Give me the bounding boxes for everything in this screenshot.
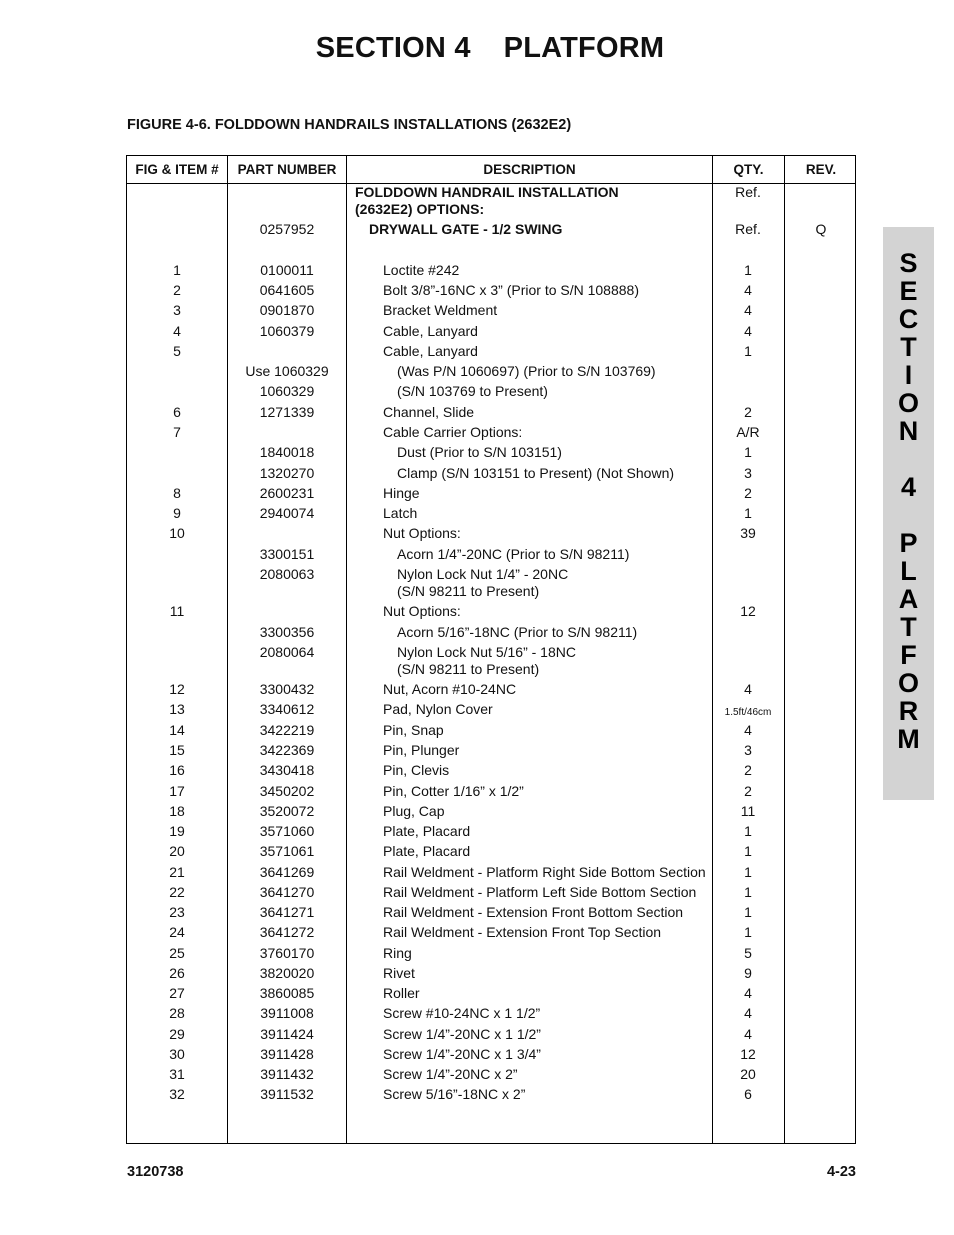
header-description: DESCRIPTION [483,162,576,177]
description-cell: Rail Weldment - Extension Front Bottom Section [383,904,684,920]
description-cell: Hinge [383,485,420,501]
qty-cell: 1 [744,843,752,859]
part-number-cell: 3450202 [259,783,315,799]
column-divider [346,156,347,1143]
side-tab-letter: P [899,528,918,558]
side-tab-letter: R [898,696,919,726]
fig-item-cell: 17 [169,783,185,799]
description-cell: Nut, Acorn #10-24NC [383,681,517,697]
part-number-cell: 3911424 [260,1026,314,1042]
section-side-tab [883,227,934,800]
qty-cell: 6 [744,1086,752,1102]
qty-cell: A/R [736,424,760,440]
qty-cell: 2 [744,762,752,778]
fig-item-cell: 8 [173,485,181,501]
qty-cell: 1 [744,505,752,521]
description-cell: Cable, Lanyard [383,343,478,359]
qty-cell: 1.5ft/46cm [724,707,772,718]
qty-cell: 3 [744,465,752,481]
qty-cell: 4 [744,722,752,738]
fig-item-cell: 23 [169,904,185,920]
part-number-cell: 2940074 [259,505,315,521]
description-cell: Pad, Nylon Cover [383,701,493,717]
part-number-cell: 2080064 [259,644,315,660]
qty-cell: 12 [740,1046,756,1062]
description-cell: Acorn 5/16”-18NC (Prior to S/N 98211) [397,624,638,640]
qty-cell: 4 [744,985,752,1001]
description-cell: Screw 1/4”-20NC x 2” [383,1066,518,1082]
fig-item-cell: 26 [169,965,185,981]
side-tab-letter: F [900,640,917,670]
page-number: 4-23 [826,1164,856,1180]
section-title: SECTION 4 PLATFORM [315,32,665,64]
description-cell: Pin, Plunger [383,742,460,758]
fig-item-cell: 11 [169,603,185,619]
part-number-cell: 3300151 [259,546,315,562]
qty-cell: 1 [744,823,752,839]
fig-item-cell: 6 [173,404,181,420]
part-number-cell: 3911428 [260,1046,314,1062]
side-tab-letter: A [898,584,919,614]
part-number-cell: 3641269 [259,864,315,880]
description-cell: Clamp (S/N 103151 to Present) (Not Shown) [397,465,675,481]
qty-cell: 4 [744,1005,752,1021]
fig-item-cell: 29 [169,1026,185,1042]
fig-item-cell: 30 [169,1046,185,1062]
fig-item-cell: 25 [169,945,185,961]
side-tab-letter: O [897,388,919,418]
side-tab-letter: L [900,556,917,586]
fig-item-cell: 24 [169,924,185,940]
fig-item-cell: 2 [173,282,181,298]
qty-cell: 1 [744,444,752,460]
fig-item-cell: 21 [169,864,185,880]
description-cell: Nut Options: [383,603,461,619]
rev-cell: Q [815,221,827,237]
description-cell: Rail Weldment - Extension Front Top Section [383,924,662,940]
fig-item-cell: 4 [173,323,181,339]
qty-cell: 1 [744,884,752,900]
part-number-cell: 3300432 [259,681,315,697]
qty-cell: Ref. [735,221,761,237]
part-number-cell: 3300356 [259,624,315,640]
fig-item-cell: 14 [169,722,185,738]
qty-cell: 4 [744,323,752,339]
description-cell: Bolt 3/8”-16NC x 3” (Prior to S/N 108888) [383,282,639,298]
part-number-cell: 3641271 [259,904,315,920]
fig-item-cell: 27 [169,985,185,1001]
qty-cell: 5 [744,945,752,961]
part-number-cell: 3571060 [259,823,315,839]
qty-cell: 2 [744,404,752,420]
qty-cell: 3 [744,742,752,758]
description-cell: Rail Weldment - Platform Right Side Bottom Section [383,864,706,880]
qty-cell: 1 [744,924,752,940]
description-cell: Rivet [383,965,415,981]
part-number-cell: 3422369 [259,742,315,758]
description-cell: (Was P/N 1060697) (Prior to S/N 103769) [397,363,656,379]
part-number-cell: 3641270 [259,884,315,900]
header-part-number: PART NUMBER [237,162,337,177]
part-number-cell: 3760170 [259,945,315,961]
fig-item-cell: 9 [173,505,181,521]
description-cell: Nut Options: [383,525,461,541]
fig-item-cell: 31 [169,1066,185,1082]
fig-item-cell: 7 [173,424,181,440]
qty-cell: 1 [744,343,752,359]
side-tab-letter: T [900,332,917,362]
part-number-cell: 1271339 [259,404,315,420]
description-cell: Dust (Prior to S/N 103151) [397,444,562,460]
description-cell: Cable, Lanyard [383,323,478,339]
qty-cell: 12 [740,603,756,619]
side-tab-letter: 4 [900,472,917,502]
fig-item-cell: 13 [169,701,185,717]
description-cell: Pin, Clevis [383,762,450,778]
part-number-cell: 0100011 [260,262,314,278]
part-number-cell: 1840018 [259,444,315,460]
fig-item-cell: 18 [169,803,185,819]
fig-item-cell: 28 [169,1005,185,1021]
description-cell: Pin, Snap [383,722,444,738]
part-number-cell: 1320270 [259,465,315,481]
description-cell: Plate, Placard [383,823,471,839]
fig-item-cell: 15 [169,742,185,758]
description-cell: Plate, Placard [383,843,471,859]
part-number-cell: 3860085 [259,985,315,1001]
part-number-cell: 3340612 [259,701,315,717]
part-number-cell: Use 1060329 [245,363,329,379]
description-cell: Nylon Lock Nut 5/16” - 18NC (S/N 98211 to Present) [397,644,576,677]
qty-cell: 11 [740,803,756,819]
part-number-cell: 3911432 [260,1066,314,1082]
side-tab-letter: C [898,304,919,334]
fig-item-cell: 1 [173,262,181,278]
qty-cell: 4 [744,302,752,318]
description-cell: Screw 1/4”-20NC x 1 3/4” [383,1046,541,1062]
description-cell: Pin, Cotter 1/16” x 1/2” [383,783,524,799]
fig-item-cell: 5 [173,343,181,359]
side-tab-letter: I [904,360,913,390]
description-cell: Cable Carrier Options: [383,424,523,440]
part-number-cell: 2080063 [259,566,315,582]
qty-cell: 1 [744,864,752,880]
qty-cell: 1 [744,904,752,920]
fig-item-cell: 10 [169,525,185,541]
qty-cell: 2 [744,485,752,501]
part-number-cell: 3820020 [259,965,315,981]
part-number-cell: 3422219 [259,722,315,738]
side-tab-letter: T [900,612,917,642]
side-tab-letter: N [898,416,919,446]
part-number-cell: 0901870 [259,302,315,318]
description-cell: Rail Weldment - Platform Left Side Bottom Section [383,884,697,900]
side-tab-letter: M [897,724,920,754]
description-cell: Screw 5/16”-18NC x 2” [383,1086,526,1102]
qty-cell: 20 [740,1066,756,1082]
fig-item-cell: 3 [173,302,181,318]
qty-cell: Ref. [735,184,761,200]
part-number-cell: 0257952 [259,221,315,237]
side-tab-letter: O [897,668,919,698]
description-cell: Acorn 1/4”-20NC (Prior to S/N 98211) [397,546,630,562]
description-cell: Screw 1/4”-20NC x 1 1/2” [383,1026,541,1042]
qty-cell: 39 [740,525,756,541]
header-rev: REV. [805,162,837,177]
side-tab-letter: S [899,248,918,278]
qty-cell: 4 [744,681,752,697]
description-cell: FOLDDOWN HANDRAIL INSTALLATION (2632E2) OPTIONS: [355,184,619,217]
part-number-cell: 3520072 [259,803,315,819]
part-number-cell: 3641272 [259,924,315,940]
fig-item-cell: 16 [169,762,185,778]
part-number-cell: 1060379 [259,323,315,339]
column-divider [784,156,785,1143]
qty-cell: 4 [744,282,752,298]
description-cell: Plug, Cap [383,803,445,819]
part-number-cell: 3911008 [260,1005,314,1021]
fig-item-cell: 12 [169,681,185,697]
description-cell: Roller [383,985,420,1001]
header-qty: QTY. [733,162,764,177]
description-cell: (S/N 103769 to Present) [397,383,548,399]
header-fig-item: FIG & ITEM # [135,162,219,177]
description-cell: Nylon Lock Nut 1/4” - 20NC (S/N 98211 to Present) [397,566,569,599]
qty-cell: 1 [744,262,752,278]
qty-cell: 9 [744,965,752,981]
document-number: 3120738 [127,1164,184,1180]
fig-item-cell: 20 [169,843,185,859]
description-cell: Channel, Slide [383,404,475,420]
description-cell: Loctite #242 [383,262,460,278]
description-cell: DRYWALL GATE - 1/2 SWING [369,221,563,237]
fig-item-cell: 32 [169,1086,185,1102]
description-cell: Bracket Weldment [383,302,498,318]
side-tab-letter: E [899,276,918,306]
part-number-cell: 3430418 [259,762,315,778]
qty-cell: 4 [744,1026,752,1042]
fig-item-cell: 22 [169,884,185,900]
qty-cell: 2 [744,783,752,799]
part-number-cell: 2600231 [259,485,315,501]
parts-table [126,155,856,1144]
fig-item-cell: 19 [169,823,185,839]
description-cell: Ring [383,945,412,961]
part-number-cell: 3911532 [260,1086,314,1102]
description-cell: Latch [383,505,418,521]
part-number-cell: 0641605 [259,282,315,298]
description-cell: Screw #10-24NC x 1 1/2” [383,1005,541,1021]
part-number-cell: 3571061 [259,843,315,859]
figure-title: FIGURE 4-6. FOLDDOWN HANDRAILS INSTALLATIONS (2632E2) [127,117,572,133]
part-number-cell: 1060329 [259,383,315,399]
